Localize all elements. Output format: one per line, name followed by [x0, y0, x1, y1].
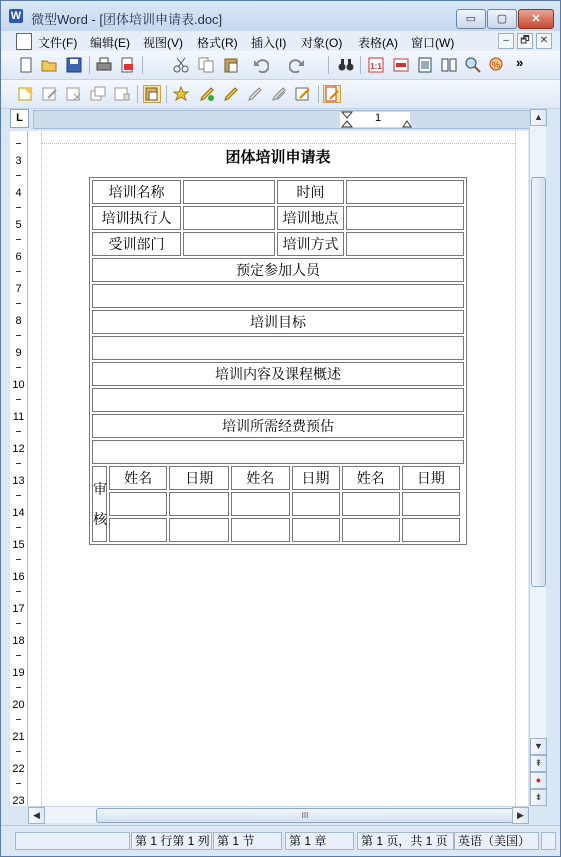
- track-changes-icon[interactable]: [295, 86, 311, 102]
- audit-cell[interactable]: [169, 492, 229, 516]
- document-icon[interactable]: [16, 33, 32, 50]
- vruler-number: 11: [12, 411, 25, 423]
- edit-object-icon[interactable]: [42, 86, 58, 102]
- audit-cell[interactable]: [402, 492, 460, 516]
- menu-object[interactable]: 对象(O): [301, 36, 343, 50]
- toolbar-overflow-chevron[interactable]: »: [516, 55, 524, 70]
- vruler-number: 21: [12, 731, 25, 743]
- vruler-number: 20: [12, 699, 25, 711]
- print-icon[interactable]: [96, 57, 112, 73]
- audit-cell[interactable]: [231, 518, 289, 542]
- pencil-green-icon[interactable]: [199, 86, 215, 102]
- vruler-number: 18: [12, 635, 25, 647]
- menu-window[interactable]: 窗口(W): [411, 36, 455, 50]
- right-indent-marker-icon[interactable]: [402, 118, 412, 128]
- section-budget: 培训所需经费预估: [92, 414, 464, 438]
- field-goal[interactable]: [92, 336, 464, 360]
- audit-cell[interactable]: [292, 518, 340, 542]
- section-goal: 培训目标: [92, 310, 464, 334]
- zoom-icon[interactable]: [465, 57, 481, 73]
- vertical-scrollbar[interactable]: [529, 109, 546, 806]
- scroll-up-button[interactable]: ▲: [530, 109, 547, 126]
- mdi-minimize-button[interactable]: –: [498, 33, 514, 49]
- minimize-button[interactable]: ▭: [456, 9, 486, 29]
- status-bar: [1, 825, 560, 857]
- vruler-number: 17: [12, 603, 25, 615]
- audit-label-top: 审: [93, 481, 107, 497]
- menu-edit[interactable]: 编辑(E): [90, 36, 130, 50]
- field-method[interactable]: [346, 232, 464, 256]
- vruler-number: 14: [12, 507, 25, 519]
- audit-cell[interactable]: [169, 518, 229, 542]
- field-budget[interactable]: [92, 440, 464, 464]
- export-pdf-icon[interactable]: [119, 57, 135, 73]
- word-app-icon[interactable]: W: [10, 10, 22, 22]
- vruler-number: 16: [12, 571, 25, 583]
- horizontal-scroll-thumb[interactable]: III: [96, 808, 514, 823]
- section-participants: 预定参加人员: [92, 258, 464, 282]
- open-folder-icon[interactable]: [41, 57, 57, 73]
- mdi-restore-button[interactable]: 🗗: [517, 33, 533, 49]
- standard-toolbar: [1, 51, 560, 80]
- scroll-left-button[interactable]: ◀: [28, 807, 45, 824]
- field-time[interactable]: [346, 180, 464, 204]
- status-message: [15, 832, 130, 850]
- field-department[interactable]: [183, 232, 275, 256]
- status-position: 第 1 行第 1 列: [131, 832, 212, 850]
- pencil-icon[interactable]: [223, 86, 239, 102]
- audit-cell[interactable]: [292, 492, 340, 516]
- vruler-number: 3: [15, 155, 22, 167]
- undo-icon[interactable]: [253, 57, 269, 73]
- object-layer-icon[interactable]: [90, 86, 106, 102]
- vruler-number: 8: [15, 315, 22, 327]
- menu-file[interactable]: 文件(F): [38, 36, 78, 50]
- review-pane-icon[interactable]: [324, 86, 340, 102]
- label-method: 培训方式: [277, 232, 344, 256]
- horizontal-scrollbar[interactable]: [28, 806, 528, 823]
- indent-marker-icon[interactable]: [340, 111, 354, 129]
- svg-text:%: %: [491, 60, 501, 70]
- vruler-number: 23: [12, 795, 25, 806]
- field-participants[interactable]: [92, 284, 464, 308]
- object-properties-icon[interactable]: [114, 86, 130, 102]
- object-toolbar: [1, 80, 560, 109]
- whole-page-icon[interactable]: [417, 57, 433, 73]
- audit-cell[interactable]: [342, 492, 400, 516]
- window-title: 微型Word - [团体培训申请表.doc]: [31, 12, 223, 27]
- scroll-down-button[interactable]: ▼: [530, 738, 547, 755]
- status-section: 第 1 节: [213, 832, 282, 850]
- menu-bar: [1, 31, 560, 51]
- pencil-multi-icon[interactable]: [271, 86, 287, 102]
- browse-object-button[interactable]: ●: [530, 772, 547, 789]
- document-title: 团体培训申请表: [225, 149, 331, 166]
- actual-size-icon[interactable]: [368, 57, 384, 73]
- vruler-number: 6: [15, 251, 22, 263]
- audit-label-bottom: 核: [93, 511, 107, 527]
- status-chapter: 第 1 章: [285, 832, 354, 850]
- menu-table[interactable]: 表格(A): [358, 36, 398, 50]
- vruler-number: 12: [12, 443, 25, 455]
- audit-header-name: 姓名: [231, 466, 289, 490]
- field-training-name[interactable]: [183, 180, 275, 204]
- insert-object-icon[interactable]: [18, 86, 34, 102]
- delete-object-icon[interactable]: [66, 86, 82, 102]
- audit-header-date: 日期: [402, 466, 460, 490]
- clipboard-object-icon[interactable]: [144, 86, 160, 102]
- label-time: 时间: [277, 180, 344, 204]
- svg-text:1:1: 1:1: [370, 62, 382, 71]
- field-location[interactable]: [346, 206, 464, 230]
- title-bar: [1, 1, 560, 31]
- status-extra: [541, 832, 556, 850]
- audit-label: [92, 466, 107, 542]
- vruler-number: 10: [12, 379, 25, 391]
- vruler-number: 7: [15, 283, 22, 295]
- application-form-table: [89, 177, 467, 545]
- audit-cell[interactable]: [231, 492, 289, 516]
- menu-view[interactable]: 视图(V): [143, 36, 183, 50]
- two-pages-icon[interactable]: [441, 57, 457, 73]
- audit-cell[interactable]: [402, 518, 460, 542]
- vruler-number: 9: [15, 347, 22, 359]
- ruler-mark: 1: [375, 112, 382, 124]
- tab-stop-selector[interactable]: L: [10, 109, 29, 128]
- menu-format[interactable]: 格式(R): [197, 36, 238, 50]
- audit-cell[interactable]: [109, 492, 167, 516]
- field-content[interactable]: [92, 388, 464, 412]
- menu-insert[interactable]: 插入(I): [251, 36, 287, 50]
- page-width-icon[interactable]: [393, 57, 409, 73]
- previous-page-button[interactable]: ⇞: [530, 755, 547, 772]
- scroll-right-button[interactable]: ▶: [512, 807, 529, 824]
- vertical-scroll-thumb[interactable]: [531, 177, 546, 587]
- label-trainer: 培训执行人: [92, 206, 181, 230]
- save-icon[interactable]: [66, 57, 82, 73]
- section-content: 培训内容及课程概述: [92, 362, 464, 386]
- audit-cell[interactable]: [342, 518, 400, 542]
- close-button[interactable]: ✕: [518, 9, 554, 29]
- field-trainer[interactable]: [183, 206, 275, 230]
- label-location: 培训地点: [277, 206, 344, 230]
- new-document-icon[interactable]: [18, 57, 34, 73]
- vruler-number: 19: [12, 667, 25, 679]
- audit-cell[interactable]: [109, 518, 167, 542]
- maximize-button[interactable]: ▢: [487, 9, 517, 29]
- label-training-name: 培训名称: [92, 180, 181, 204]
- vruler-number: 22: [12, 763, 25, 775]
- star-pencil-icon[interactable]: [173, 86, 189, 102]
- audit-header-name: 姓名: [342, 466, 400, 490]
- vruler-number: 4: [15, 187, 22, 199]
- status-page: 第 1 页，共 1 页: [357, 832, 454, 850]
- audit-table: [90, 464, 462, 544]
- paste-icon[interactable]: [223, 57, 239, 73]
- vruler-number: 5: [15, 219, 22, 231]
- cut-icon[interactable]: [173, 57, 189, 73]
- audit-header-date: 日期: [169, 466, 229, 490]
- zoom-percent-icon[interactable]: [489, 57, 505, 73]
- horizontal-ruler[interactable]: [33, 110, 530, 129]
- vertical-ruler: [10, 131, 28, 806]
- document-page[interactable]: [28, 131, 528, 806]
- vruler-number: 13: [12, 475, 25, 487]
- audit-header-name: 姓名: [109, 466, 167, 490]
- pencil-gray-icon[interactable]: [247, 86, 263, 102]
- redo-icon[interactable]: [289, 57, 305, 73]
- find-binoculars-icon[interactable]: [338, 57, 354, 73]
- vruler-number: 15: [12, 539, 25, 551]
- copy-icon[interactable]: [198, 57, 214, 73]
- status-language: 英语（美国）: [454, 832, 539, 850]
- next-page-button[interactable]: ⇟: [530, 789, 547, 806]
- label-department: 受训部门: [92, 232, 181, 256]
- mdi-close-button[interactable]: ✕: [536, 33, 552, 49]
- audit-header-date: 日期: [292, 466, 340, 490]
